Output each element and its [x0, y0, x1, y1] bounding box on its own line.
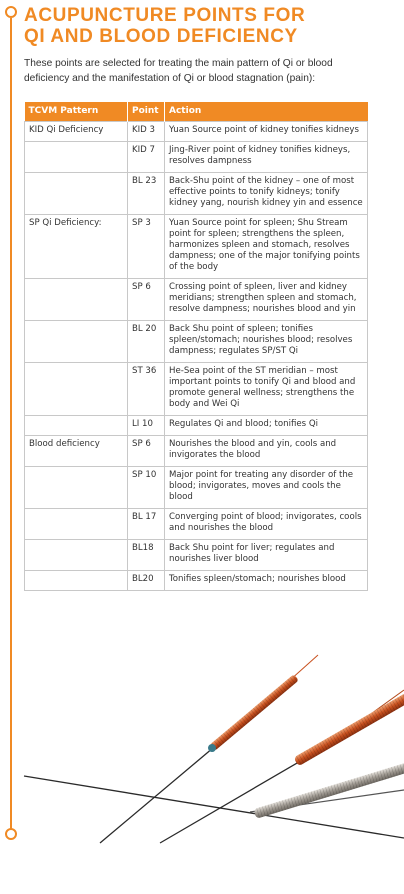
point-cell: BL 20 [128, 321, 165, 363]
needle-tip [328, 690, 404, 745]
needle-shaft [24, 732, 404, 843]
left-accent-line [10, 18, 12, 832]
action-cell: Crossing point of spleen, liver and kidney meridians; strengthen spleen and stomach, resolve dampness; nourishes blood and yin [165, 279, 368, 321]
pattern-cell [25, 467, 128, 509]
intro-paragraph: These points are selected for treating the main pattern of Qi or blood deficiency and the manifestation of Qi or blood stagnation (pain): [24, 58, 333, 84]
action-cell: Nourishes the blood and yin, cools and invigorates the blood [165, 436, 368, 467]
table-row [25, 173, 368, 215]
table-row [25, 436, 368, 467]
point-cell: BL18 [128, 540, 165, 571]
pattern-cell: Blood deficiency [25, 436, 128, 467]
point-cell: BL 23 [128, 173, 165, 215]
table-row [25, 142, 368, 173]
pattern-cell [25, 571, 128, 591]
table-row [25, 363, 368, 416]
needle-handle-copper [206, 674, 298, 753]
action-cell: Converging point of blood; invigorates, cools and nourishes the blood [165, 509, 368, 540]
table-row [25, 279, 368, 321]
needle-handle-copper [294, 693, 404, 767]
needle-handle-silver [254, 762, 404, 818]
table-row [25, 540, 368, 571]
table-row [25, 509, 368, 540]
pattern-cell [25, 321, 128, 363]
point-cell: BL 17 [128, 509, 165, 540]
pattern-cell [25, 540, 128, 571]
action-cell: Yuan Source point for spleen; Shu Stream point for spleen; strengthens the spleen, harmonizes spleen and stomach, resolves dampness; one of the major tonifying points of the body [165, 215, 368, 279]
header-point: Point [128, 102, 165, 122]
top-accent-dot [5, 6, 17, 18]
pattern-cell [25, 509, 128, 540]
pattern-cell [25, 363, 128, 416]
action-cell: He-Sea point of the ST meridian – most important points to tonify Qi and blood and promote general wellness; strengthens the body and Wei Qi [165, 363, 368, 416]
header-action: Action [165, 102, 368, 122]
page-title [24, 5, 384, 47]
acupuncture-points-table [24, 102, 368, 591]
point-cell: SP 6 [128, 436, 165, 467]
table-row [25, 215, 368, 279]
point-cell: ST 36 [128, 363, 165, 416]
action-cell: Yuan Source point of kidney tonifies kidneys [165, 122, 368, 142]
table-row [25, 321, 368, 363]
point-cell: KID 3 [128, 122, 165, 142]
point-cell: KID 7 [128, 142, 165, 173]
table-row [25, 467, 368, 509]
action-cell: Back Shu point of spleen; tonifies spleen/stomach; nourishes blood; resolves dampness; regulates SP/ST Qi [165, 321, 368, 363]
pattern-cell: KID Qi Deficiency [25, 122, 128, 142]
point-cell: SP 6 [128, 279, 165, 321]
point-cell: SP 3 [128, 215, 165, 279]
action-cell: Regulates Qi and blood; tonifies Qi [165, 416, 368, 436]
pattern-cell [25, 173, 128, 215]
action-cell: Back Shu point for liver; regulates and nourishes liver blood [165, 540, 368, 571]
action-cell: Jing-River point of kidney tonifies kidneys, resolves dampness [165, 142, 368, 173]
bottom-accent-dot [5, 828, 17, 840]
point-cell: LI 10 [128, 416, 165, 436]
header-pattern: TCVM Pattern [25, 102, 128, 122]
pattern-cell: SP Qi Deficiency: [25, 215, 128, 279]
title-line-2: QI AND BLOOD DEFICIENCY [24, 26, 298, 47]
point-cell: SP 10 [128, 467, 165, 509]
table-row [25, 122, 368, 142]
needle-tip [232, 655, 318, 732]
action-cell: Major point for treating any disorder of the blood; invigorates, moves and cools the blood [165, 467, 368, 509]
title-line-1: ACUPUNCTURE POINTS FOR [24, 5, 306, 26]
point-cell: BL20 [128, 571, 165, 591]
table-header-row [25, 102, 368, 122]
table-row [25, 416, 368, 436]
pattern-cell [25, 142, 128, 173]
pattern-cell [25, 416, 128, 436]
action-cell: Tonifies spleen/stomach; nourishes blood [165, 571, 368, 591]
table-row [25, 571, 368, 591]
pattern-cell [25, 279, 128, 321]
action-cell: Back-Shu point of the kidney – one of most effective points to tonify kidneys; tonify kidney yang, nourish kidney yin and essence [165, 173, 368, 215]
